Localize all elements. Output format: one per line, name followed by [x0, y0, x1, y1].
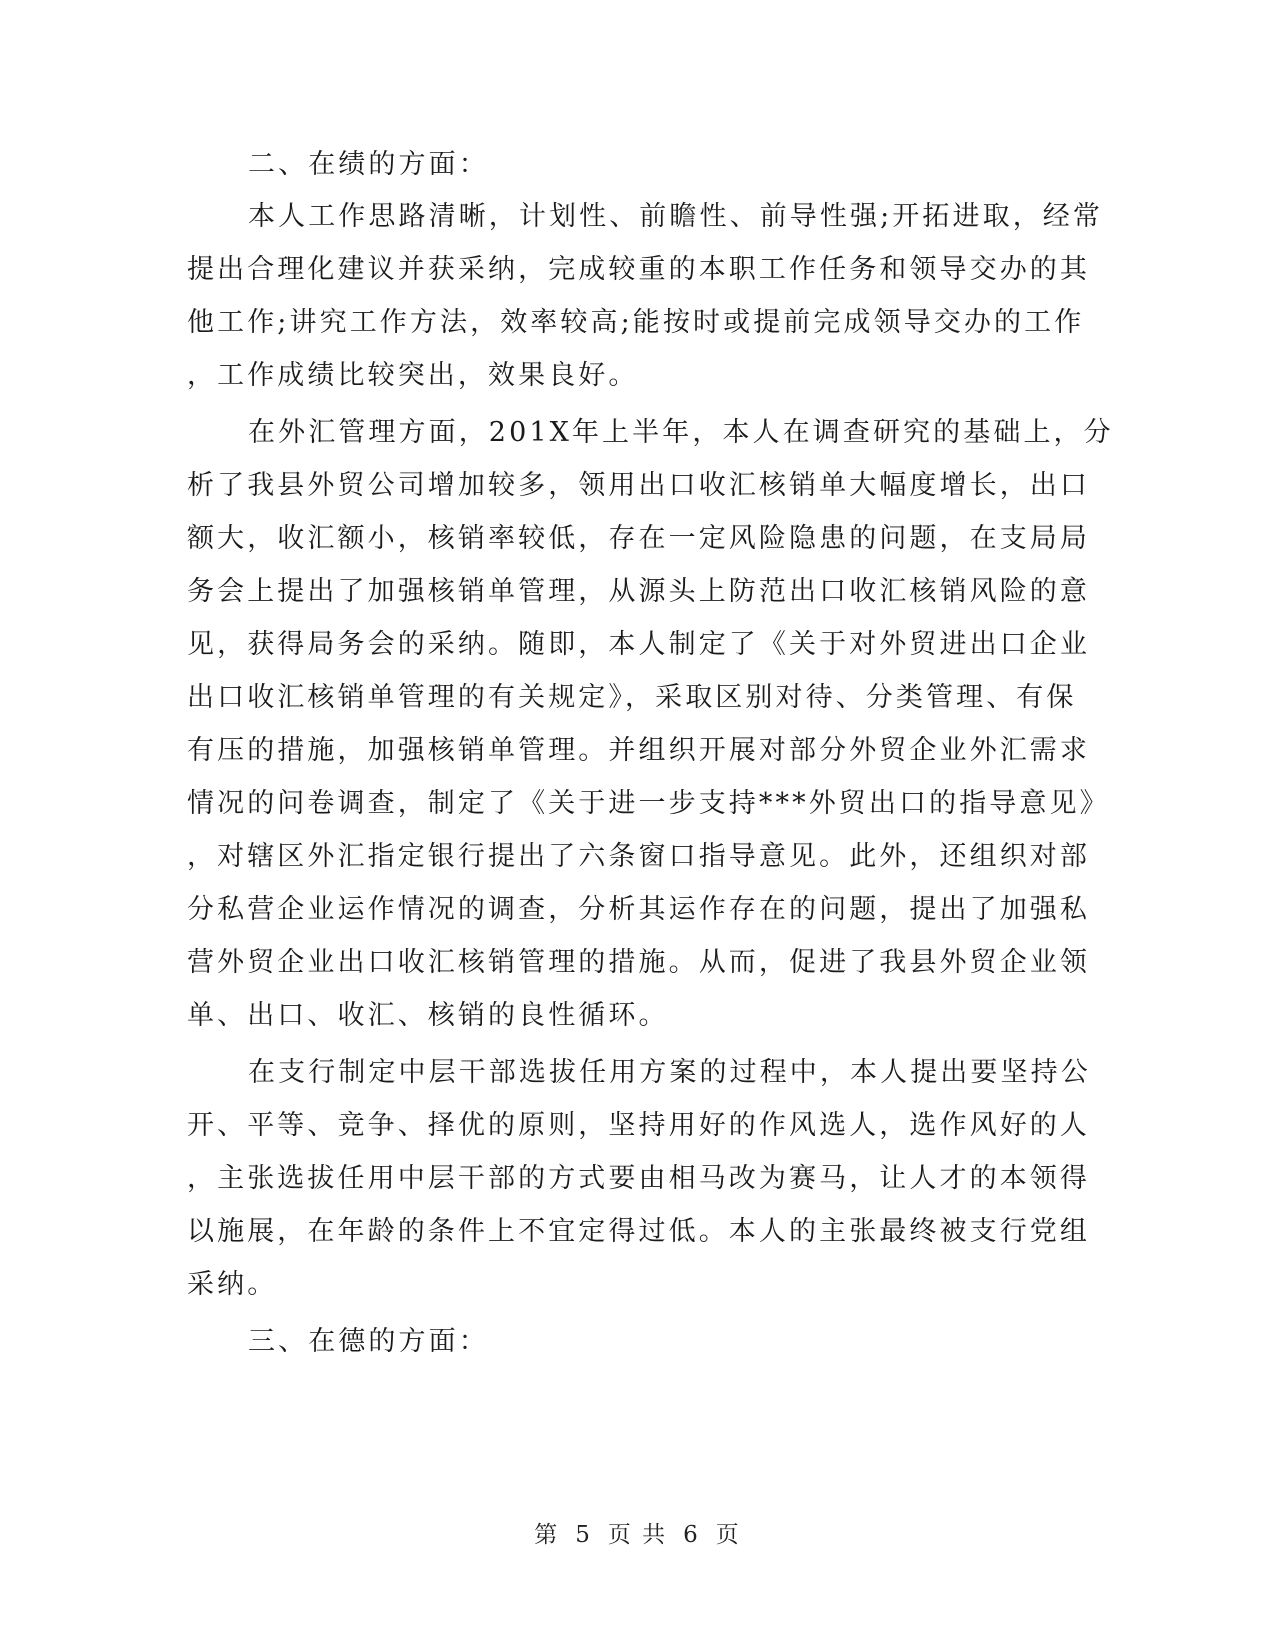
page-total-number: 6 — [683, 1522, 700, 1548]
paragraph-line: 见，获得局务会的采纳。随即，本人制定了《关于对外贸进出口企业 — [187, 629, 1090, 660]
paragraph-line: 他工作;讲究工作方法，效率较高;能按时或提前完成领导交办的工作 — [187, 307, 1085, 338]
paragraph-line: ，主张选拔任用中层干部的方式要由相马改为赛马，让人才的本领得 — [187, 1163, 1090, 1194]
paragraph-line: 析了我县外贸公司增加较多，领用出口收汇核销单大幅度增长，出口 — [187, 470, 1090, 501]
paragraph-line: 务会上提出了加强核销单管理，从源头上防范出口收汇核销风险的意 — [187, 576, 1090, 607]
paragraph-line: 本人工作思路清晰，计划性、前瞻性、前导性强;开拓进取，经常 — [248, 201, 1103, 232]
paragraph-line: 额大，收汇额小，核销率较低，存在一定风险隐患的问题，在支局局 — [187, 523, 1090, 554]
paragraph-line: 开、平等、竞争、择优的原则，坚持用好的作风选人，选作风好的人 — [187, 1110, 1090, 1141]
paragraph-line: ，工作成绩比较突出，效果良好。 — [187, 360, 639, 391]
paragraph-line: 出口收汇核销单管理的有关规定》，采取区别对待、分类管理、有保 — [187, 682, 1077, 713]
paragraph-line: 提出合理化建议并获采纳，完成较重的本职工作任务和领导交办的其 — [187, 254, 1090, 285]
paragraph-line: ，对辖区外汇指定银行提出了六条窗口指导意见。此外，还组织对部 — [187, 841, 1090, 872]
paragraph-line: 分私营企业运作情况的调查，分析其运作存在的问题，提出了加强私 — [187, 894, 1090, 925]
paragraph-line: 在支行制定中层干部选拔任用方案的过程中，本人提出要坚持公 — [248, 1057, 1091, 1088]
section-heading-morality: 三、在德的方面： — [248, 1326, 489, 1357]
paragraph-line: 单、出口、收汇、核销的良性循环。 — [187, 1000, 669, 1031]
paragraph-line: 在外汇管理方面，201X年上半年，本人在调查研究的基础上，分 — [248, 417, 1114, 448]
paragraph-line: 以施展，在年龄的条件上不宜定得过低。本人的主张最终被支行党组 — [187, 1216, 1090, 1247]
paragraph-line: 营外贸企业出口收汇核销管理的措施。从而，促进了我县外贸企业领 — [187, 947, 1090, 978]
paragraph-line: 情况的问卷调查，制定了《关于进一步支持***外贸出口的指导意见》 — [187, 788, 1110, 819]
paragraph-line: 有压的措施，加强核销单管理。并组织开展对部分外贸企业外汇需求 — [187, 735, 1090, 766]
page-label-mid: 页 共 — [607, 1522, 668, 1548]
page-current-number: 5 — [575, 1522, 592, 1548]
page-label-prefix: 第 — [534, 1522, 560, 1548]
page-footer — [0, 1516, 1275, 1549]
section-heading-performance: 二、在绩的方面： — [248, 149, 489, 180]
paragraph-line: 采纳。 — [187, 1269, 278, 1300]
page-label-suffix: 页 — [715, 1522, 741, 1548]
